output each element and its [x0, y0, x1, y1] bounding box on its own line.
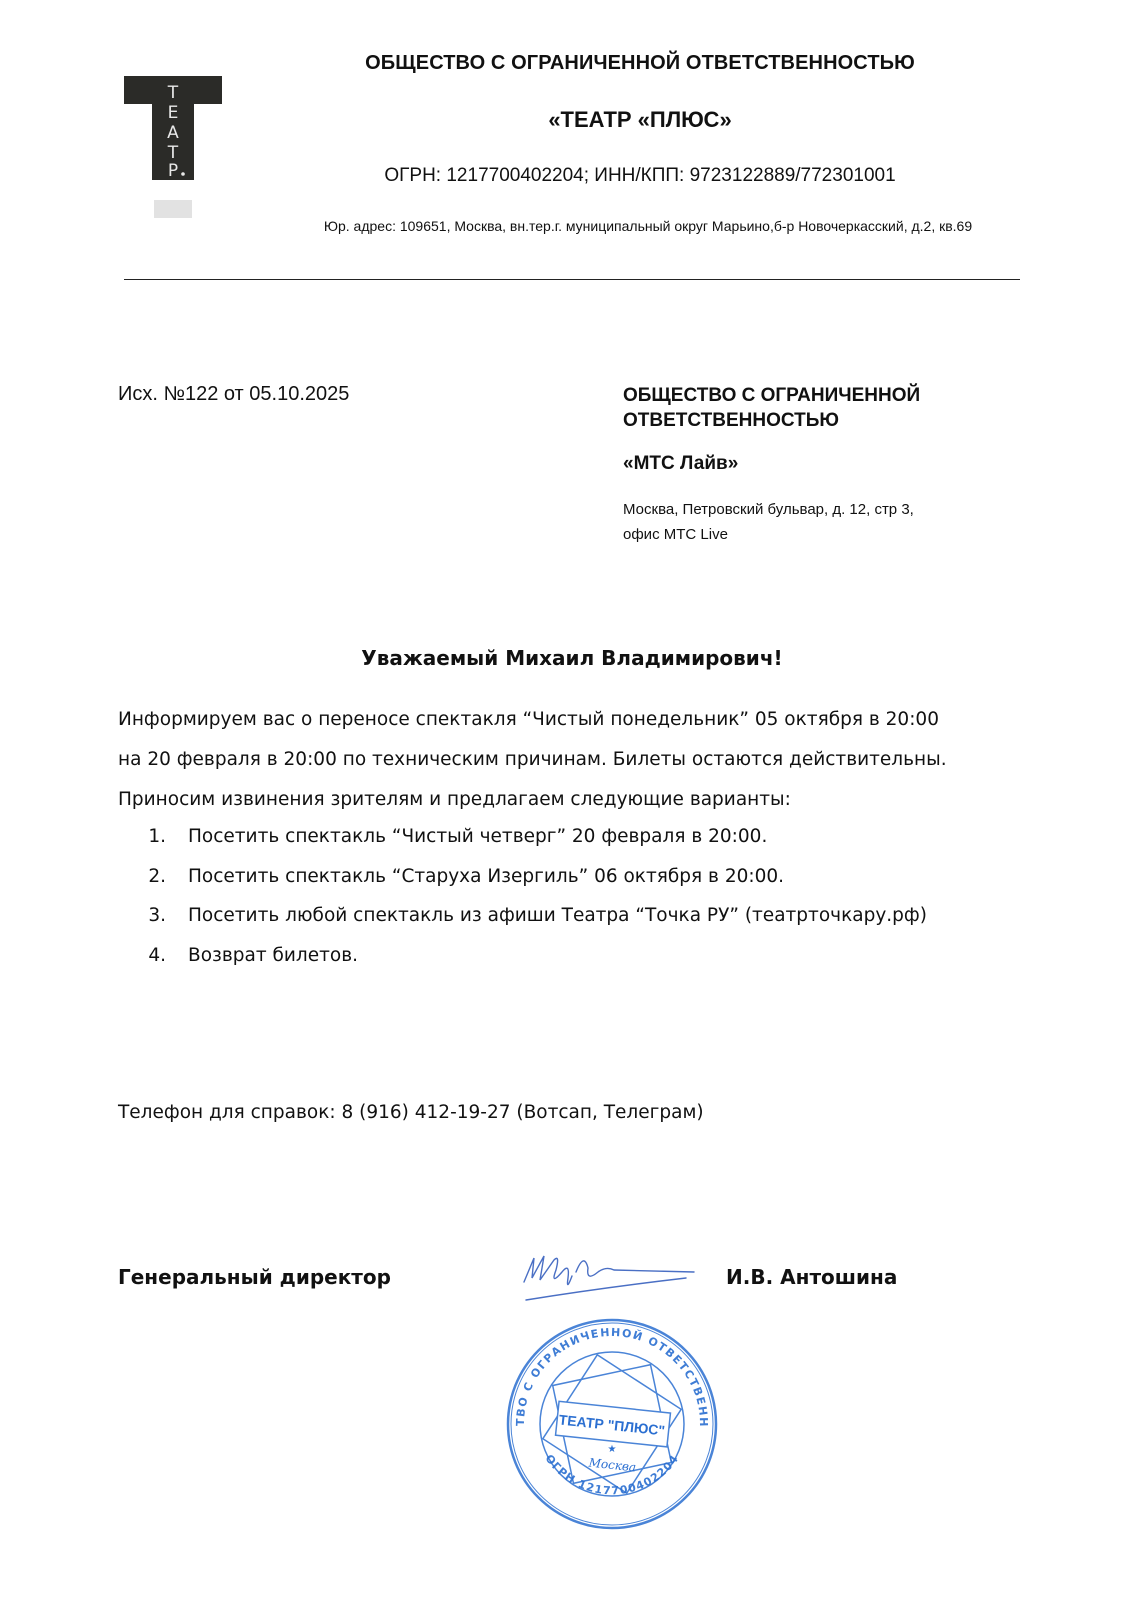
svg-text:Е: Е	[167, 103, 179, 123]
company-seal-stamp	[505, 1317, 719, 1531]
recipient-org-form-line1: ОБЩЕСТВО С ОГРАНИЧЕННОЙ	[623, 385, 921, 406]
stamp-star-icon: ★	[607, 1444, 617, 1455]
recipient-address	[623, 497, 1043, 547]
stamp-center-name: ТЕАТР "ПЛЮС"	[558, 1411, 666, 1439]
stamp-city: Москва	[588, 1455, 637, 1475]
option-text: Посетить любой спектакль из афиши Театра “Точка РУ” (театрточкару.рф)	[188, 905, 927, 926]
option-number: 2.	[148, 865, 166, 887]
recipient-org-form	[623, 383, 1043, 433]
letter-paragraph	[118, 700, 1038, 820]
option-number: 1.	[148, 826, 166, 847]
svg-text:Т: Т	[167, 143, 179, 163]
letterhead-divider	[124, 279, 1020, 280]
option-item	[118, 896, 927, 936]
stamp-outer-text: ТВО С ОГРАНИЧЕННОЙ ОТВЕТСТВЕНН	[513, 1325, 711, 1428]
option-item	[118, 817, 927, 857]
theatre-logo	[118, 62, 230, 232]
svg-text:Р: Р	[167, 161, 179, 181]
recipient-org-form-line2: ОТВЕТСТВЕННОСТЬЮ	[623, 410, 839, 431]
stamp-ogrn-text: ОГРН 1217700402204	[542, 1452, 682, 1498]
recipient-block	[623, 383, 1043, 547]
option-text: Возврат билетов.	[188, 944, 359, 966]
svg-text:А: А	[167, 123, 179, 143]
option-item	[118, 936, 927, 976]
outgoing-reference: Исх. №122 от 05.10.2025	[118, 383, 350, 405]
handwritten-signature	[510, 1242, 710, 1312]
signatory-title: Генеральный директор	[118, 1265, 391, 1289]
svg-text:Т: Т	[167, 83, 179, 103]
recipient-address-line1: Москва, Петровский бульвар, д. 12, стр 3,	[623, 501, 914, 518]
letterhead-registration-ids: ОГРН: 1217700402204; ИНН/КПП: 9723122889/772301001	[384, 165, 896, 186]
paragraph-line: Приносим извинения зрителям и предлагаем следующие варианты:	[118, 789, 791, 810]
letterhead-org-form: ОБЩЕСТВО С ОГРАНИЧЕННОЙ ОТВЕТСТВЕННОСТЬЮ	[365, 52, 915, 74]
letterhead-org-name: «ТЕАТР «ПЛЮС»	[548, 107, 732, 132]
recipient-address-line2: офис MTC Live	[623, 526, 728, 543]
paragraph-line: Информируем вас о переносе спектакля “Чистый понедельник” 05 октября в 20:00	[118, 709, 939, 730]
option-number: 3.	[148, 905, 166, 926]
option-item	[118, 857, 927, 897]
letterhead-legal-address: Юр. адрес: 109651, Москва, вн.тер.г. муниципальный округ Марьино,б-р Новочеркасский, д.2, кв.69	[323, 218, 973, 234]
option-number: 4.	[148, 944, 166, 966]
contact-phone: Телефон для справок: 8 (916) 412-19-27 (Вотсап, Телеграм)	[118, 1102, 704, 1123]
options-list	[118, 817, 927, 975]
paragraph-line: на 20 февраля в 20:00 по техническим причинам. Билеты остаются действительны.	[118, 749, 947, 770]
option-text: Посетить спектакль “Старуха Изергиль” 06 октября в 20:00.	[188, 865, 785, 887]
letter-greeting: Уважаемый Михаил Владимирович!	[361, 646, 783, 670]
signatory-name: И.В. Антошина	[726, 1265, 898, 1289]
option-text: Посетить спектакль “Чистый четверг” 20 февраля в 20:00.	[188, 826, 768, 847]
recipient-org-name: «МТС Лайв»	[623, 453, 739, 474]
